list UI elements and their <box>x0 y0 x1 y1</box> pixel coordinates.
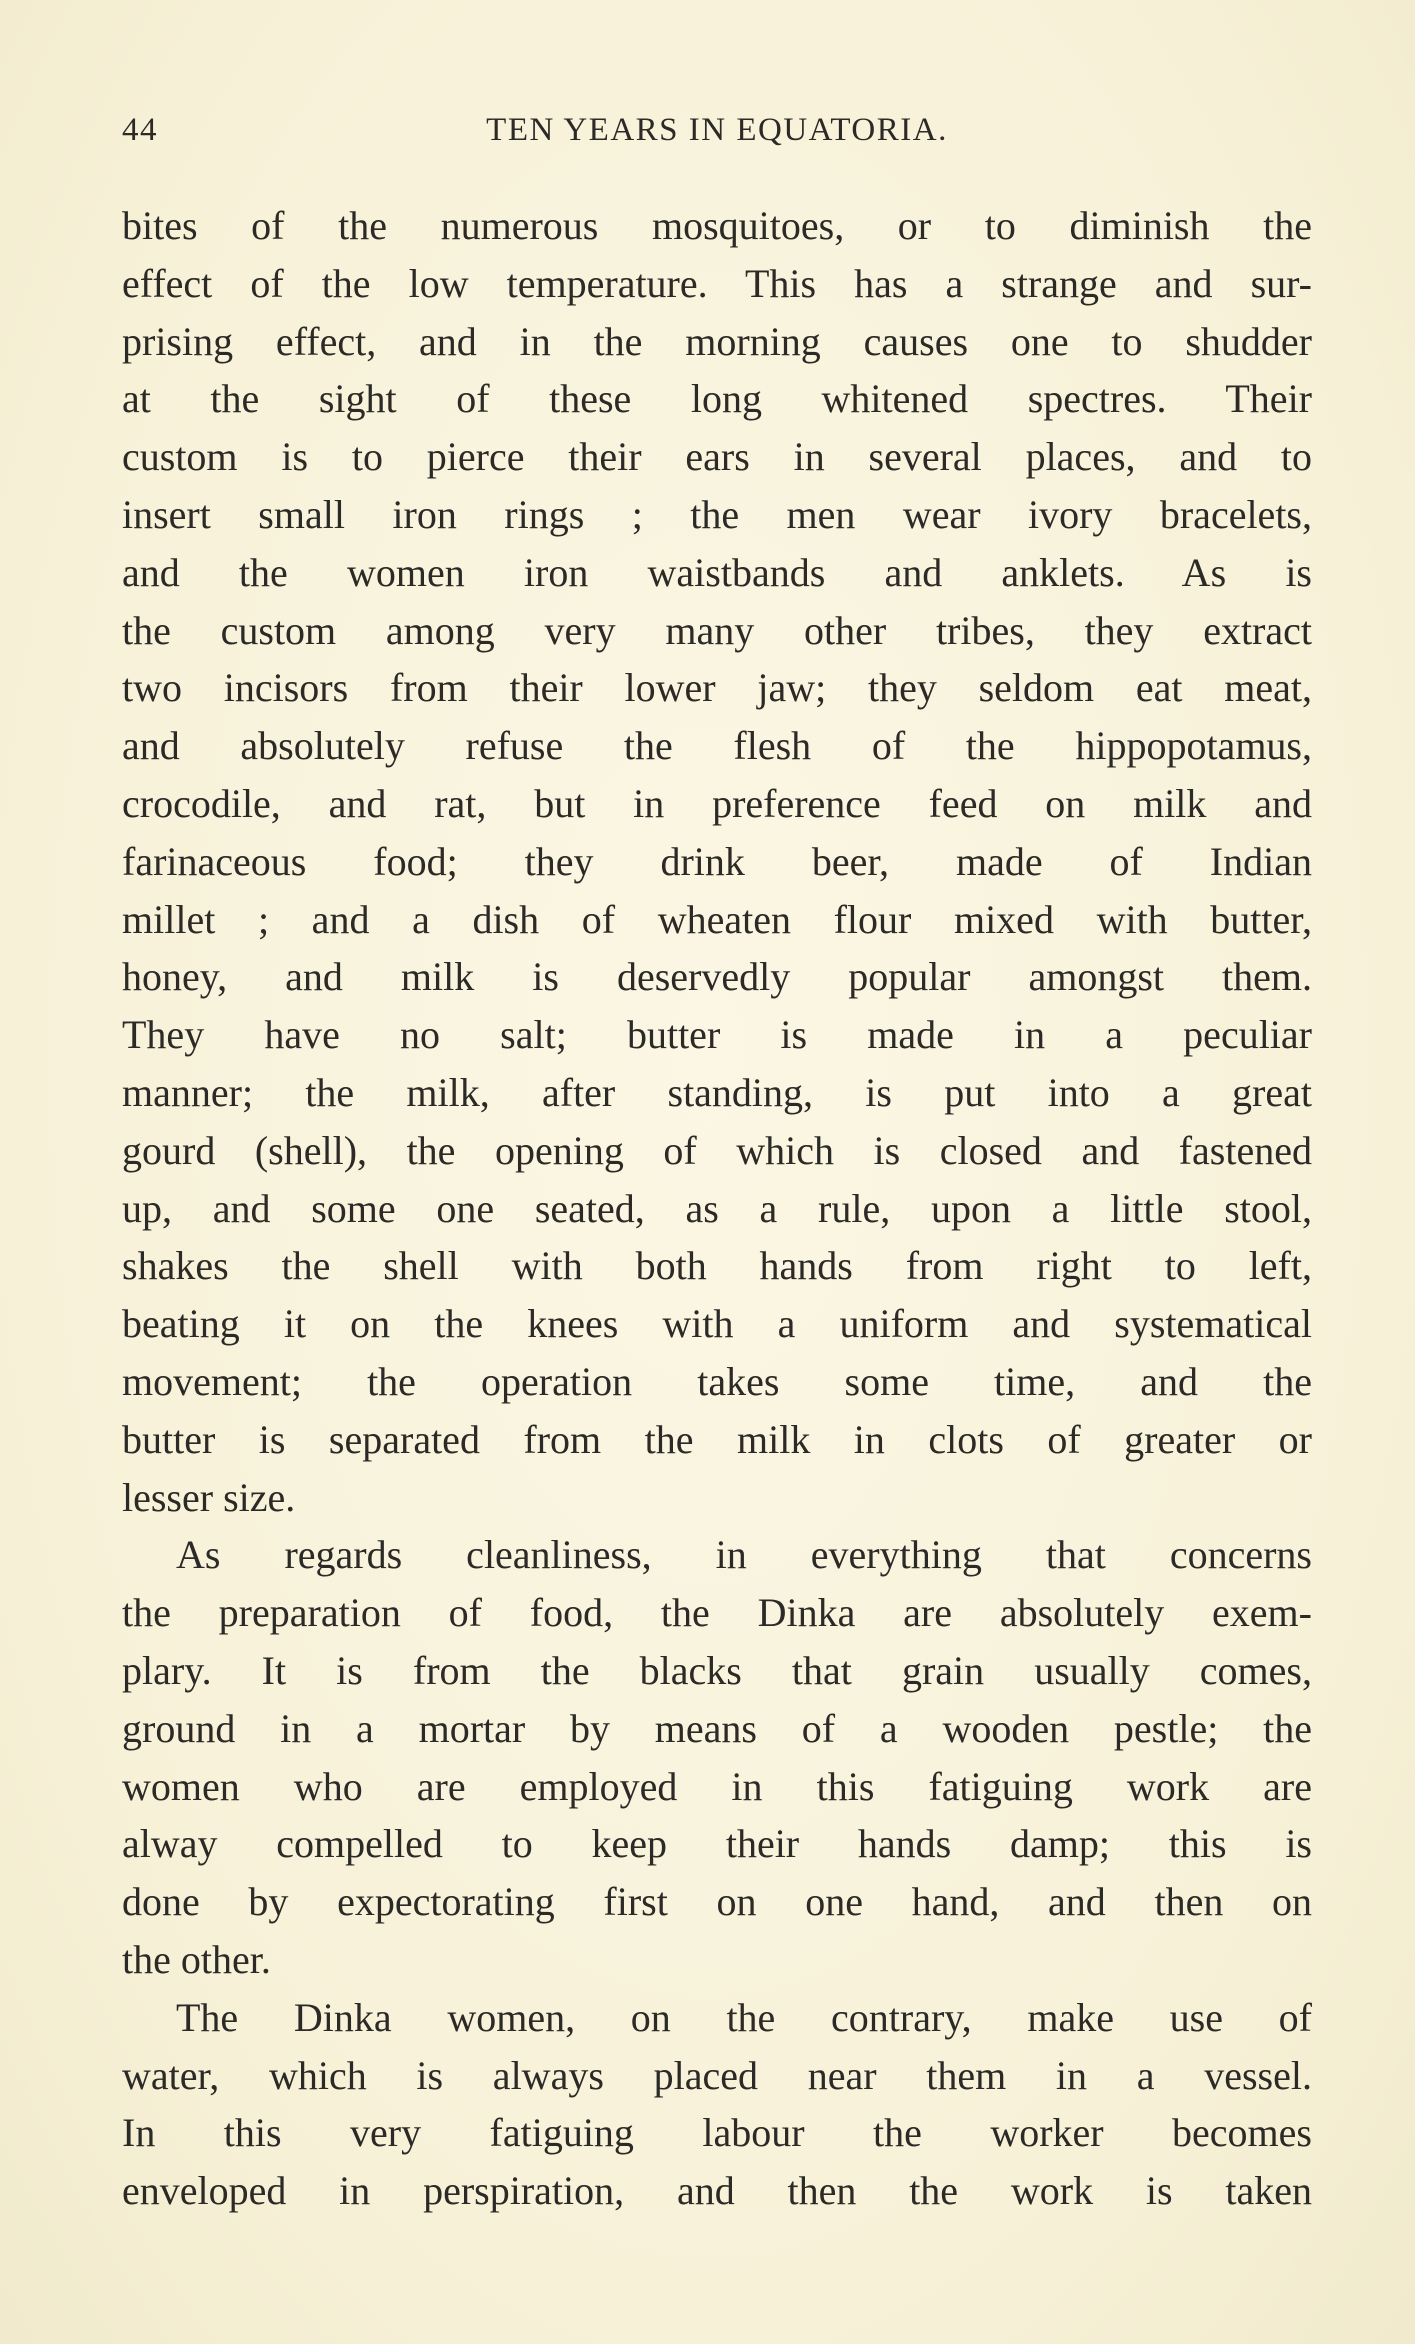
text-line: millet ; and a dish of wheaten flour mixed with butter, <box>122 896 1312 942</box>
body-text <box>122 197 1312 2220</box>
running-header <box>122 112 1312 152</box>
text-line: and the women iron waistbands and anklets. As is <box>122 549 1312 595</box>
text-line: movement; the operation takes some time, and the <box>122 1358 1312 1404</box>
text-line: alway compelled to keep their hands damp; this is <box>122 1821 1312 1867</box>
text-line: at the sight of these long whitened spectres. Their <box>122 376 1312 422</box>
text-line: enveloped in perspiration, and then the work is taken <box>122 2168 1312 2214</box>
text-line: shakes the shell with both hands from right to left, <box>122 1243 1312 1289</box>
text-line: ground in a mortar by means of a wooden pestle; the <box>122 1705 1312 1751</box>
text-line: manner; the milk, after standing, is put into a great <box>122 1069 1312 1115</box>
text-line: They have no salt; butter is made in a peculiar <box>122 1012 1312 1058</box>
text-line: The Dinka women, on the contrary, make use of <box>176 1994 1312 2040</box>
text-line: crocodile, and rat, but in preference feed on milk and <box>122 780 1312 826</box>
text-line: two incisors from their lower jaw; they seldom eat meat, <box>122 665 1312 711</box>
text-line: bites of the numerous mosquitoes, or to diminish the <box>122 203 1312 248</box>
text-line: prising effect, and in the morning causes one to shudder <box>122 318 1312 364</box>
page-number: 44 <box>122 112 158 148</box>
text-line: As regards cleanliness, in everything that concerns <box>176 1532 1312 1578</box>
text-line: women who are employed in this fatiguing work are <box>122 1763 1312 1809</box>
text-line: water, which is always placed near them in a vessel. <box>122 2052 1312 2098</box>
text-line: In this very fatiguing labour the worker becomes <box>122 2110 1312 2156</box>
text-line: the custom among very many other tribes, they extract <box>122 607 1312 653</box>
running-title: TEN YEARS IN EQUATORIA. <box>486 112 948 148</box>
text-line: honey, and milk is deservedly popular amongst them. <box>122 954 1312 1000</box>
text-line: beating it on the knees with a uniform and systematical <box>122 1301 1312 1347</box>
text-line: the other. <box>122 1936 271 1982</box>
text-line: plary. It is from the blacks that grain usually comes, <box>122 1647 1312 1693</box>
text-line: gourd (shell), the opening of which is closed and fastened <box>122 1127 1312 1173</box>
text-line: insert small iron rings ; the men wear ivory bracelets, <box>122 491 1312 537</box>
text-line: custom is to pierce their ears in several places, and to <box>122 434 1312 480</box>
text-line: and absolutely refuse the flesh of the hippopotamus, <box>122 723 1312 769</box>
text-line: butter is separated from the milk in clots of greater or <box>122 1416 1312 1462</box>
text-line: lesser size. <box>122 1474 296 1520</box>
text-line: the preparation of food, the Dinka are absolutely exem- <box>122 1590 1312 1636</box>
text-line: effect of the low temperature. This has a strange and sur- <box>122 260 1312 306</box>
text-line: done by expectorating first on one hand, and then on <box>122 1879 1312 1925</box>
text-line: up, and some one seated, as a rule, upon a little stool, <box>122 1185 1312 1231</box>
text-line: farinaceous food; they drink beer, made of Indian <box>122 838 1312 884</box>
